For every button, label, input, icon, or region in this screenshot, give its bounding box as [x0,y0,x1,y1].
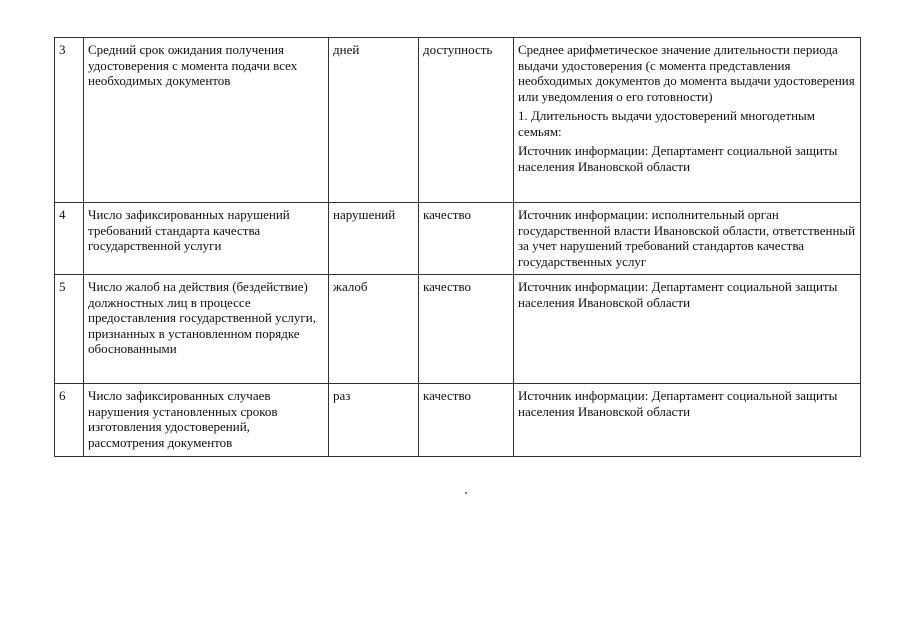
indicator-name: Число зафиксированных случаев нарушения установленных сроков изготовления удостоверений, рассмотрения документов [84,384,329,457]
indicator-type: качество [419,275,514,384]
description-paragraph: 1. Длительность выдачи удостоверений многодетным семьям: [518,108,815,139]
information-source: Источник информации: исполнительный орган государственной власти Ивановской области, ответственный за учет нарушений требований стандартов качества государственных услуг [518,207,856,269]
information-source: Источник информации: Департамент социальной защиты населения Ивановской области [518,143,838,174]
information-source: Источник информации: Департамент социальной защиты населения Ивановской области [518,388,838,419]
description-paragraph: Среднее арифметическое значение длительности периода выдачи удостоверения (с момента представления необходимых документов до момента выдачи удостоверения или уведомления о его готовности) [518,42,855,104]
indicator-description [514,203,861,275]
indicator-name: Средний срок ожидания получения удостоверения с момента подачи всех необходимых документов [84,38,329,203]
indicator-type: качество [419,384,514,457]
unit-of-measure: жалоб [329,275,419,384]
indicator-type: доступность [419,38,514,203]
table-row [55,275,861,384]
scan-speck [465,492,467,494]
unit-of-measure: дней [329,38,419,203]
row-number: 4 [55,203,84,275]
unit-of-measure: нарушений [329,203,419,275]
indicator-description [514,38,861,203]
indicator-description [514,275,861,384]
row-number: 6 [55,384,84,457]
unit-of-measure: раз [329,384,419,457]
row-number: 5 [55,275,84,384]
indicator-name: Число зафиксированных нарушений требований стандарта качества государственной услуги [84,203,329,275]
indicator-description [514,384,861,457]
information-source: Источник информации: Департамент социальной защиты населения Ивановской области [518,279,838,310]
table-row [55,384,861,457]
indicators-table [54,37,861,457]
indicator-type: качество [419,203,514,275]
table-row [55,38,861,203]
table-row [55,203,861,275]
indicator-name: Число жалоб на действия (бездействие) должностных лиц в процессе предоставления государственной услуги, признанных в установленном порядке обоснованными [84,275,329,384]
row-number: 3 [55,38,84,203]
